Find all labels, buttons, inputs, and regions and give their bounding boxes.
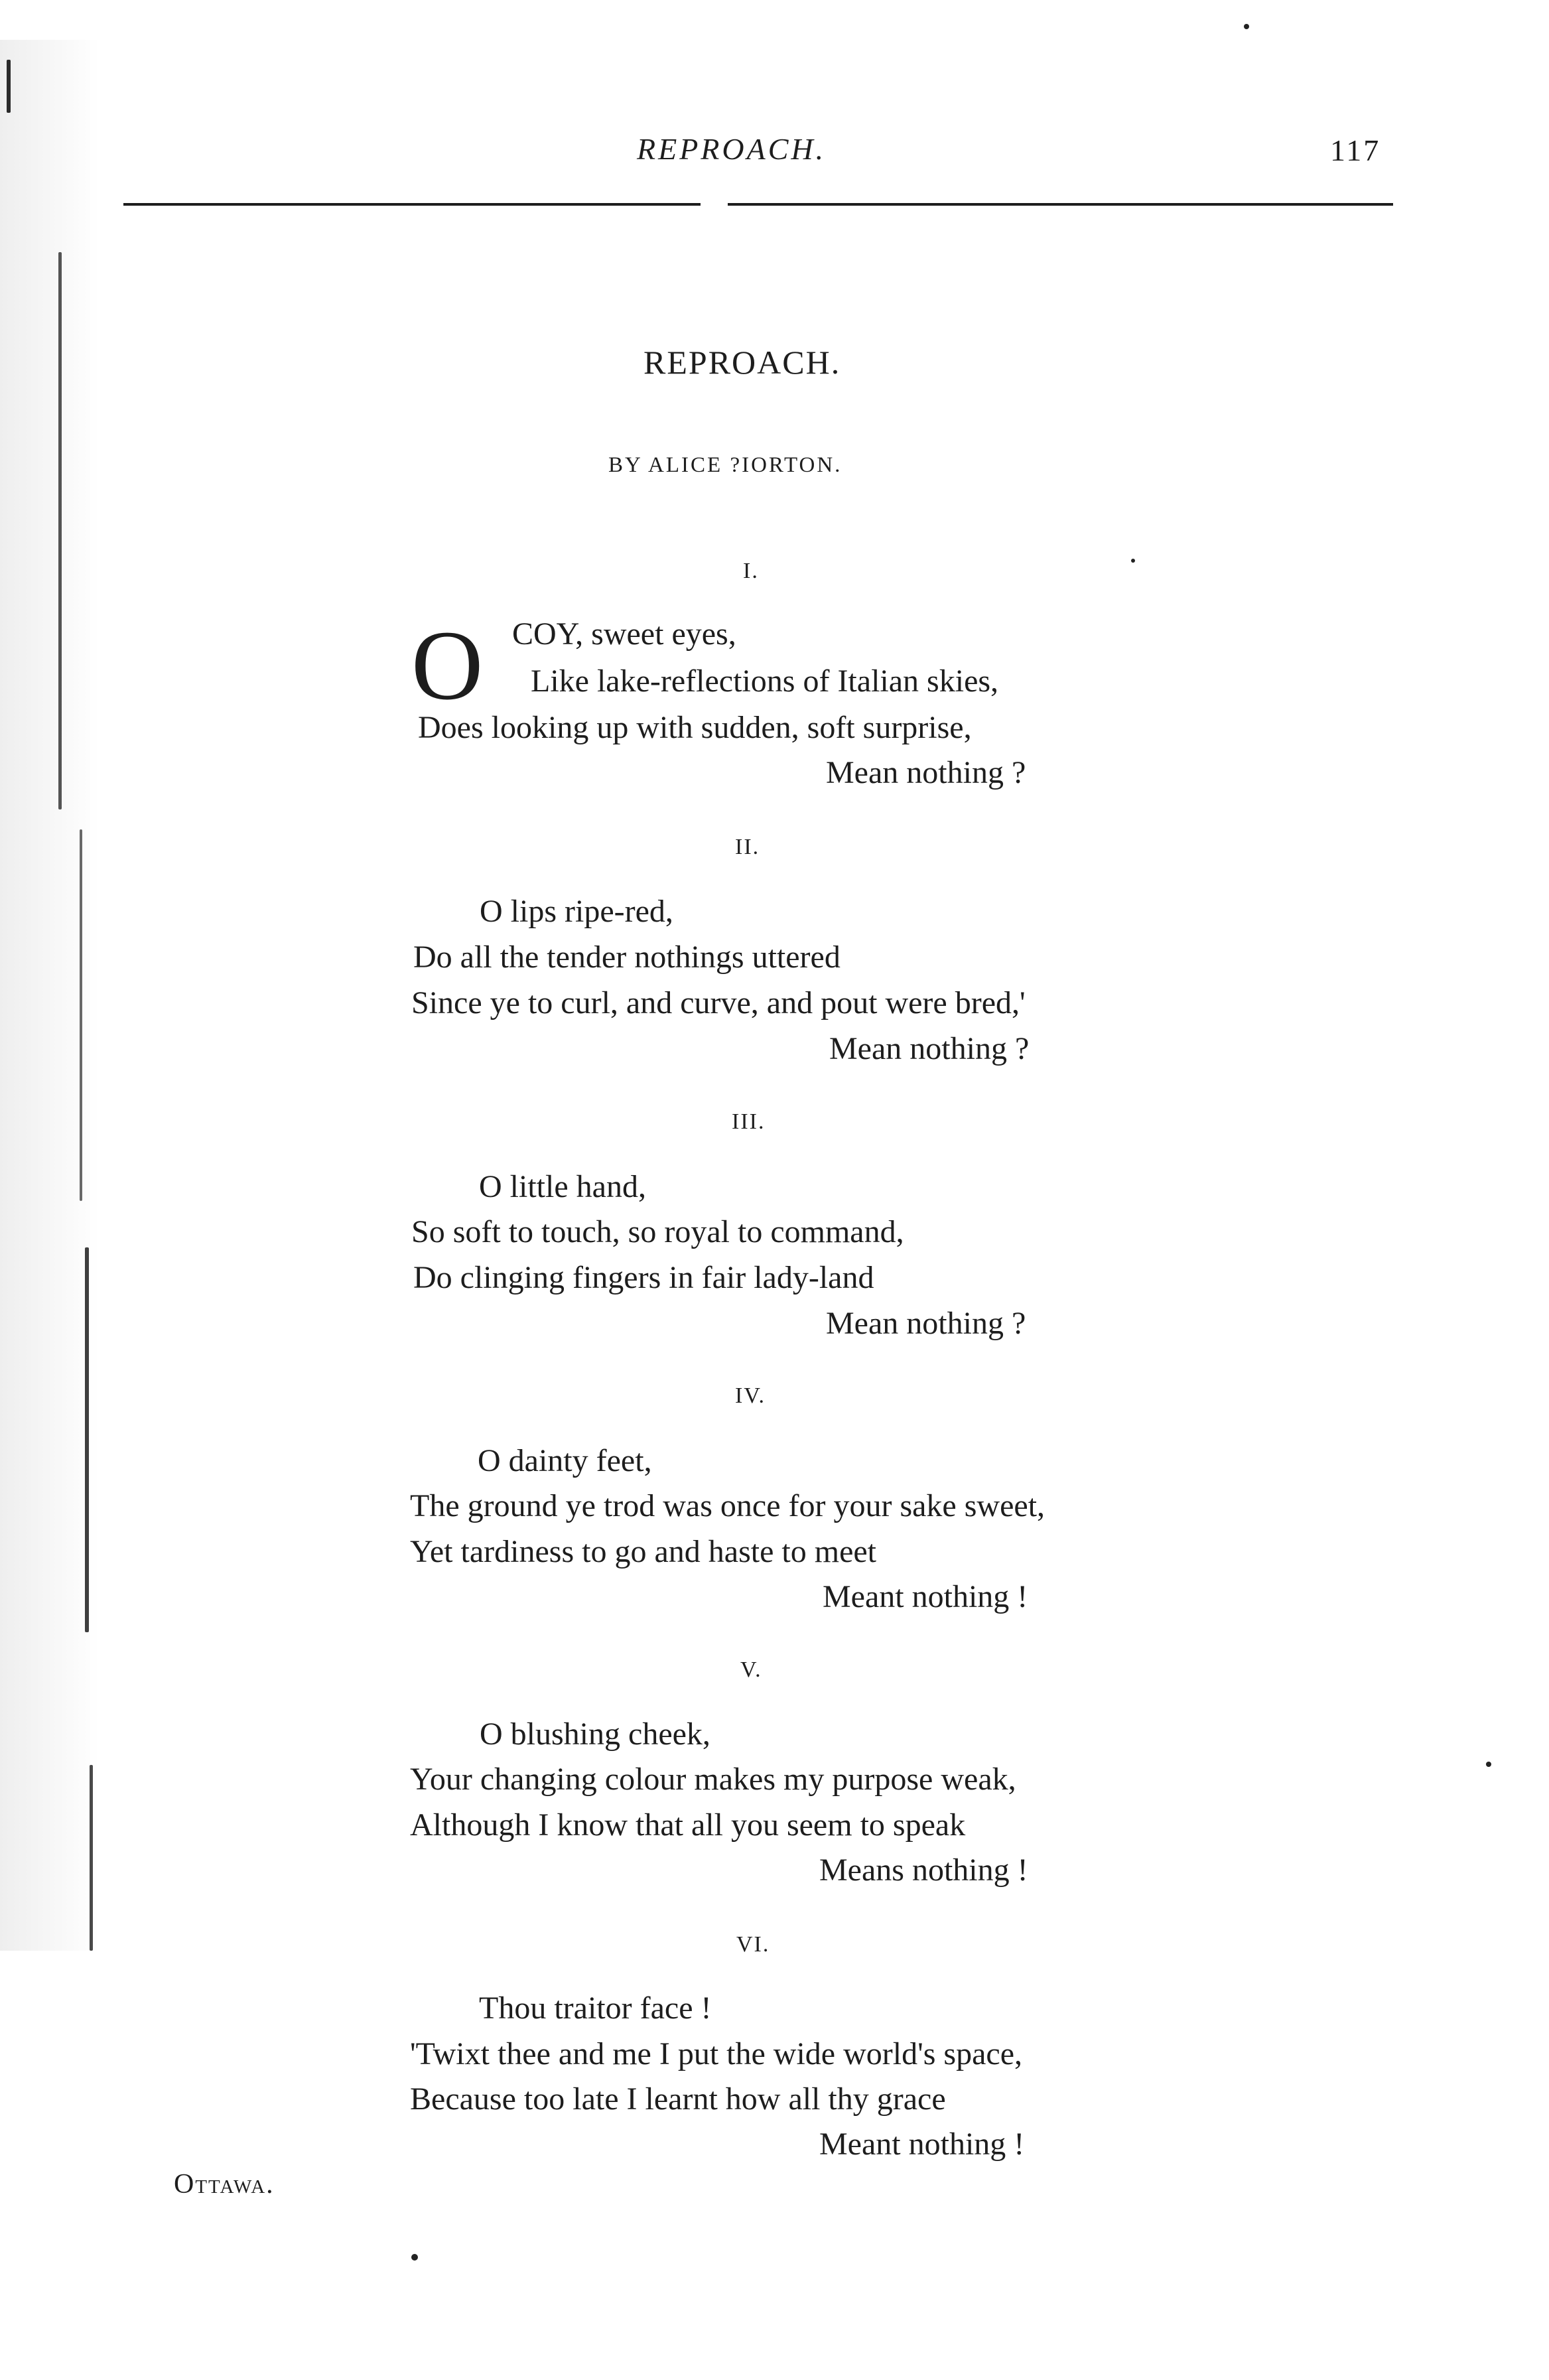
stanza-number: II.: [735, 835, 760, 859]
binding-mark: [58, 252, 62, 809]
poem-line: Thou traitor face !: [479, 1991, 712, 2026]
header-rule: [123, 203, 701, 206]
author-byline: BY ALICE ?IORTON.: [608, 453, 842, 477]
stanza-number: III.: [732, 1109, 766, 1134]
poem-line: O lips ripe-red,: [480, 894, 673, 929]
drop-cap: O: [411, 610, 484, 721]
poem-line: Meant nothing !: [823, 1579, 1028, 1614]
place-signature: Ottawa.: [174, 2169, 275, 2200]
poem-line: Yet tardiness to go and haste to meet: [410, 1534, 877, 1569]
poem-line: Like lake-reflections of Italian skies,: [531, 664, 999, 699]
poem-line: O blushing cheek,: [480, 1716, 710, 1752]
poem-line: Your changing colour makes my purpose weak,: [410, 1762, 1016, 1797]
binding-shadow: [0, 40, 100, 1951]
stanza-number: VI.: [736, 1932, 770, 1957]
scan-speck: [1244, 24, 1249, 29]
header-rule: [728, 203, 1393, 206]
poem-line: So soft to touch, so royal to command,: [411, 1214, 904, 1249]
stanza-number: IV.: [735, 1383, 766, 1408]
poem-line: Does looking up with sudden, soft surprise,: [418, 710, 972, 745]
poem-line: Since ye to curl, and curve, and pout were bred,': [411, 985, 1026, 1020]
scan-speck: [411, 2254, 418, 2261]
scan-speck: [1486, 1762, 1491, 1767]
poem-line: Mean nothing ?: [826, 755, 1026, 790]
poem-line: The ground ye trod was once for your sake sweet,: [410, 1488, 1045, 1523]
poem-line: Mean nothing ?: [829, 1031, 1030, 1066]
poem-line: O dainty feet,: [478, 1443, 652, 1478]
binding-mark: [90, 1765, 93, 1951]
poem-line: O little hand,: [479, 1169, 646, 1204]
scan-speck: [1131, 559, 1135, 563]
poem-title: REPROACH.: [643, 344, 841, 381]
poem-line: Meant nothing !: [819, 2127, 1025, 2162]
poem-line: Mean nothing ?: [826, 1306, 1026, 1341]
stanza-number: V.: [740, 1657, 762, 1682]
stanza-number: I.: [743, 559, 759, 583]
poem-line: Do clinging fingers in fair lady-land: [413, 1260, 874, 1295]
binding-mark: [7, 60, 11, 113]
poem-line: Do all the tender nothings uttered: [413, 940, 841, 975]
poem-line: COY, sweet eyes,: [512, 616, 736, 652]
poem-line: Because too late I learnt how all thy grace: [410, 2081, 946, 2117]
binding-mark: [85, 1247, 89, 1632]
page-number: 117: [1330, 133, 1381, 167]
poem-line: Although I know that all you seem to speak: [410, 1807, 966, 1843]
binding-mark: [80, 829, 82, 1201]
poem-line: Means nothing !: [819, 1853, 1028, 1888]
poem-line: 'Twixt thee and me I put the wide world's space,: [410, 2036, 1023, 2071]
running-title: REPROACH.: [637, 132, 827, 166]
